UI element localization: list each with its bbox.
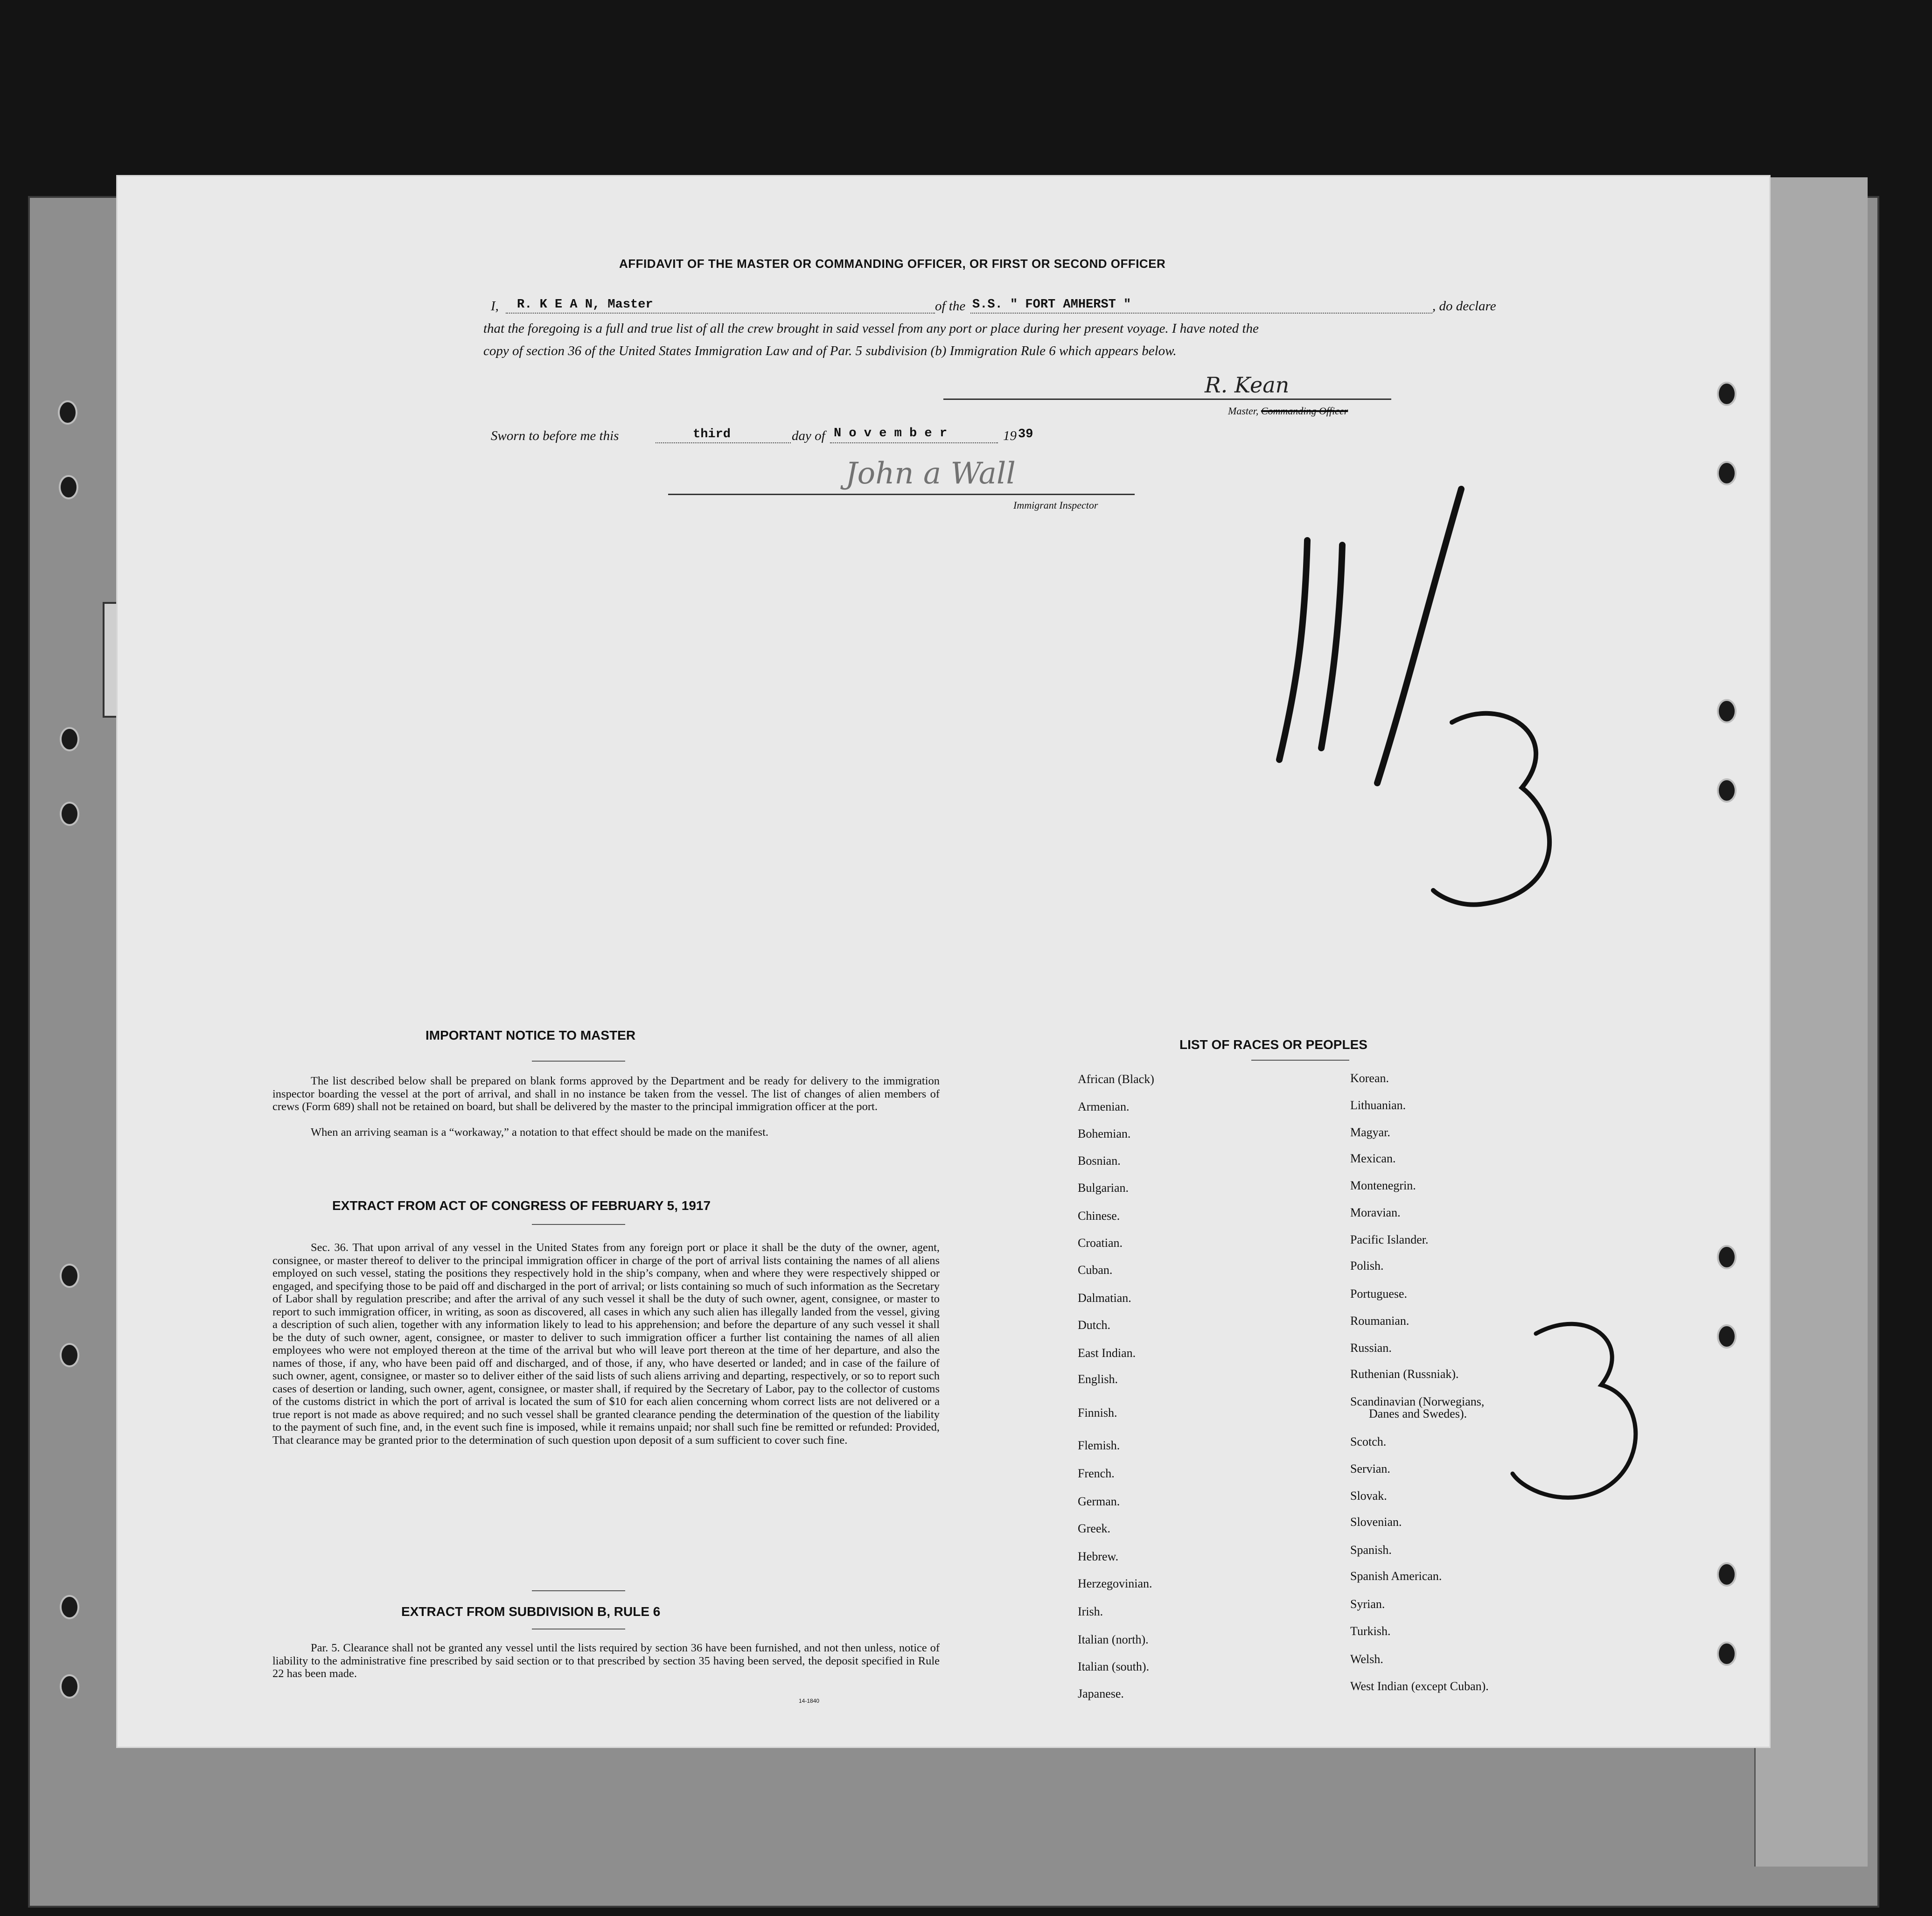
race-item: Slovenian. bbox=[1350, 1515, 1402, 1529]
race-item: Magyar. bbox=[1350, 1126, 1390, 1139]
inspector-signature: John a Wall bbox=[845, 456, 1016, 491]
inspector-caption: Immigrant Inspector bbox=[1013, 499, 1098, 511]
struck-title: Commanding Officer bbox=[1261, 405, 1348, 417]
affidavit-title: AFFIDAVIT OF THE MASTER OR COMMANDING OFFICER, OR FIRST OR SECOND OFFICER bbox=[619, 257, 1166, 271]
extract-act-title: EXTRACT FROM ACT OF CONGRESS OF FEBRUARY 5, 1917 bbox=[332, 1198, 711, 1213]
i-label: I, bbox=[491, 299, 499, 314]
binder-hole bbox=[1717, 1245, 1737, 1269]
races-title: LIST OF RACES OR PEOPLES bbox=[1179, 1037, 1367, 1052]
binder-hole bbox=[60, 727, 79, 751]
race-item: Croatian. bbox=[1078, 1236, 1123, 1250]
sworn-label: Sworn to before me this bbox=[491, 428, 619, 443]
affidavit-line-2: that the foregoing is a full and true list of all the crew brought in said vessel from any port or place during her present voyage. I have noted the bbox=[483, 321, 1259, 336]
extract-rule-divider bbox=[532, 1590, 625, 1591]
binder-hole bbox=[1717, 1562, 1737, 1587]
binder-hole bbox=[1717, 461, 1737, 485]
master-signature: R. Kean bbox=[1205, 372, 1290, 398]
master-signature-line bbox=[943, 399, 1391, 400]
race-item: Italian (north). bbox=[1078, 1633, 1149, 1646]
race-item: East Indian. bbox=[1078, 1346, 1136, 1360]
race-item: Armenian. bbox=[1078, 1100, 1130, 1113]
binder-hole bbox=[60, 1595, 79, 1619]
binder-hole bbox=[60, 802, 79, 826]
day-field: third bbox=[693, 427, 731, 441]
race-item: Flemish. bbox=[1078, 1439, 1120, 1452]
binder-hole bbox=[59, 475, 78, 499]
section-36-text: Sec. 36. That upon arrival of any vessel in the United States from any foreign port or place it shall be the duty of the owner, agent, consignee, or master thereof to deliver to the principal immigration officer in charge of the port of arrival lists containing the names of all aliens employed on such vessel, stating the positions they respectively hold in the ship’s company, when and where they were respectively shipped or engaged, and specifying those to be paid off and discharged in the port of arrival; or lists containing so much of such information as the Secretary of Labor shall by regulation prescribe; and after the arrival of any such vessel it shall be the duty of such owner, agent, consignee, or master to report to such immigration officer, in writing, as soon as discovered, all cases in which any such alien has illegally landed from the vessel, giving a description of such alien, together with any information likely to lead to his apprehension; and before the departure of any such vessel it shall be the duty of such owner, agent, consignee, or master to deliver to such immigration officer a further list containing the names of all alien employees who were not employed thereon at the time of the arrival but who will leave port thereon at the time of her departure, and also the names of those, if any, who have been paid off and discharged, and of those, if any, who have deserted or landed; and in case of the failure of such owner, agent, consignee, or master so to deliver either of the said lists of such aliens arriving and departing, respectively, or so to report such cases of desertion or landing, such owner, agent, consignee, or master shall, if required by the Secretary of Labor, pay to the collector of customs of the customs district in which the port of arrival is located the sum of $10 for each alien concerning whom correct lists are not delivered or a true report is not made as above required; and no such vessel shall be granted clearance pending the determination of the question of the liability to the payment of such fine, and, in the event such fine is imposed, while it remains unpaid; nor shall such fine be remitted or refunded: Provided, That clearance may be granted prior to the determination of such question upon deposit of a sum sufficient to cover such fine. bbox=[272, 1241, 940, 1447]
binder-hole bbox=[60, 1343, 79, 1367]
binder-hole bbox=[1717, 778, 1737, 803]
race-item: English. bbox=[1078, 1372, 1118, 1386]
day-of-label: day of bbox=[792, 428, 825, 443]
race-item: Hebrew. bbox=[1078, 1550, 1119, 1563]
race-item: Italian (south). bbox=[1078, 1660, 1150, 1673]
year-field: 39 bbox=[1018, 427, 1033, 441]
race-item: Welsh. bbox=[1350, 1652, 1383, 1666]
affidavit-line-3: copy of section 36 of the United States Immigration Law and of Par. 5 subdivision (b) Immigration Rule 6 which appears below. bbox=[483, 343, 1177, 358]
notice-paragraph-2: When an arriving seaman is a “workaway,” a notation to that effect should be made on the manifest. bbox=[311, 1126, 769, 1139]
race-item: Spanish. bbox=[1350, 1543, 1392, 1557]
race-item: Syrian. bbox=[1350, 1597, 1385, 1611]
race-item: Bulgarian. bbox=[1078, 1181, 1129, 1195]
underlying-sheet-edge bbox=[1754, 177, 1868, 1867]
race-item: Moravian. bbox=[1350, 1206, 1401, 1219]
race-item: Finnish. bbox=[1078, 1406, 1117, 1420]
notice-paragraph-1: The list described below shall be prepared on blank forms approved by the Department and be ready for delivery to the immigration inspector boarding the vessel at the port of arrival, and shall in no instance be taken from the vessel. The list of changes of alien members of crews (Form 689) shall not be retained on board, but shall be delivered by the master to the principal immigration officer at the port. bbox=[272, 1075, 940, 1113]
extract-act-rule bbox=[532, 1224, 625, 1225]
extract-rule-title: EXTRACT FROM SUBDIVISION B, RULE 6 bbox=[401, 1604, 661, 1619]
race-item: Spanish American. bbox=[1350, 1569, 1442, 1583]
name-line bbox=[506, 313, 935, 314]
race-item: Lithuanian. bbox=[1350, 1098, 1406, 1112]
race-item: Montenegrin. bbox=[1350, 1179, 1416, 1192]
binder-hole bbox=[1717, 1642, 1737, 1666]
handwritten-page-number bbox=[1494, 1315, 1653, 1511]
binder-hole bbox=[60, 1264, 79, 1288]
form-number: 14-1840 bbox=[799, 1698, 820, 1704]
race-item: Servian. bbox=[1350, 1462, 1390, 1475]
binder-hole bbox=[1717, 1324, 1737, 1349]
race-item: Scandinavian (Norwegians, bbox=[1350, 1395, 1485, 1408]
race-item: Bohemian. bbox=[1078, 1127, 1131, 1140]
race-item: Russian. bbox=[1350, 1341, 1392, 1355]
race-item: Mexican. bbox=[1350, 1152, 1396, 1165]
race-item: Herzegovinian. bbox=[1078, 1577, 1152, 1590]
of-the-label: of the bbox=[935, 299, 966, 314]
race-item: Turkish. bbox=[1350, 1624, 1391, 1638]
notice-title: IMPORTANT NOTICE TO MASTER bbox=[425, 1028, 636, 1042]
race-item: French. bbox=[1078, 1467, 1115, 1480]
race-item: Bosnian. bbox=[1078, 1154, 1121, 1168]
binder-hole bbox=[58, 400, 77, 425]
par-5-text: Par. 5. Clearance shall not be granted any vessel until the lists required by section 36 have been furnished, and not then unless, notice of liability to the administrative fine prescribed by said section or to that prescribed by section 35 having been served, the deposit specified in Rule 22 has been made. bbox=[272, 1642, 940, 1680]
race-item: Korean. bbox=[1350, 1071, 1389, 1085]
notice-title-rule bbox=[532, 1061, 625, 1062]
races-title-rule bbox=[1251, 1060, 1349, 1061]
race-item: Polish. bbox=[1350, 1259, 1384, 1273]
race-item: German. bbox=[1078, 1495, 1120, 1508]
handwritten-batch-number bbox=[1261, 484, 1597, 951]
vessel-line bbox=[970, 313, 1432, 314]
master-caption: Master, Commanding Officer bbox=[1228, 405, 1348, 417]
race-item: Ruthenian (Russniak). bbox=[1350, 1367, 1459, 1381]
inspector-signature-line bbox=[668, 494, 1135, 495]
year-prefix: 19 bbox=[1003, 428, 1017, 443]
race-item: Greek. bbox=[1078, 1522, 1111, 1535]
race-item: Slovak. bbox=[1350, 1489, 1387, 1503]
binder-hole bbox=[1717, 699, 1737, 723]
binder-hole bbox=[60, 1674, 79, 1699]
month-line bbox=[830, 442, 998, 443]
race-item: Cuban. bbox=[1078, 1263, 1113, 1277]
race-item: Irish. bbox=[1078, 1605, 1103, 1618]
manifest-page bbox=[118, 176, 1769, 1747]
vessel-name-field: S.S. " FORT AMHERST " bbox=[972, 298, 1131, 312]
race-item: Danes and Swedes). bbox=[1369, 1407, 1467, 1420]
race-item: Portuguese. bbox=[1350, 1287, 1408, 1301]
day-line bbox=[656, 442, 791, 443]
race-item: Scotch. bbox=[1350, 1435, 1387, 1448]
race-item: Chinese. bbox=[1078, 1209, 1120, 1223]
race-item: Roumanian. bbox=[1350, 1314, 1409, 1328]
race-item: Dalmatian. bbox=[1078, 1291, 1131, 1305]
binder-hole bbox=[1717, 382, 1737, 406]
month-field: N o v e m b e r bbox=[834, 427, 948, 441]
race-item: Dutch. bbox=[1078, 1318, 1111, 1332]
master-name-field: R. K E A N, Master bbox=[517, 298, 653, 312]
race-item: Japanese. bbox=[1078, 1687, 1124, 1700]
race-item: West Indian (except Cuban). bbox=[1350, 1679, 1489, 1693]
do-declare-label: , do declare bbox=[1432, 299, 1496, 314]
race-item: African (Black) bbox=[1078, 1072, 1154, 1086]
handwritten-batch-text: 11/3 bbox=[1261, 484, 1262, 485]
race-item: Pacific Islander. bbox=[1350, 1233, 1429, 1246]
